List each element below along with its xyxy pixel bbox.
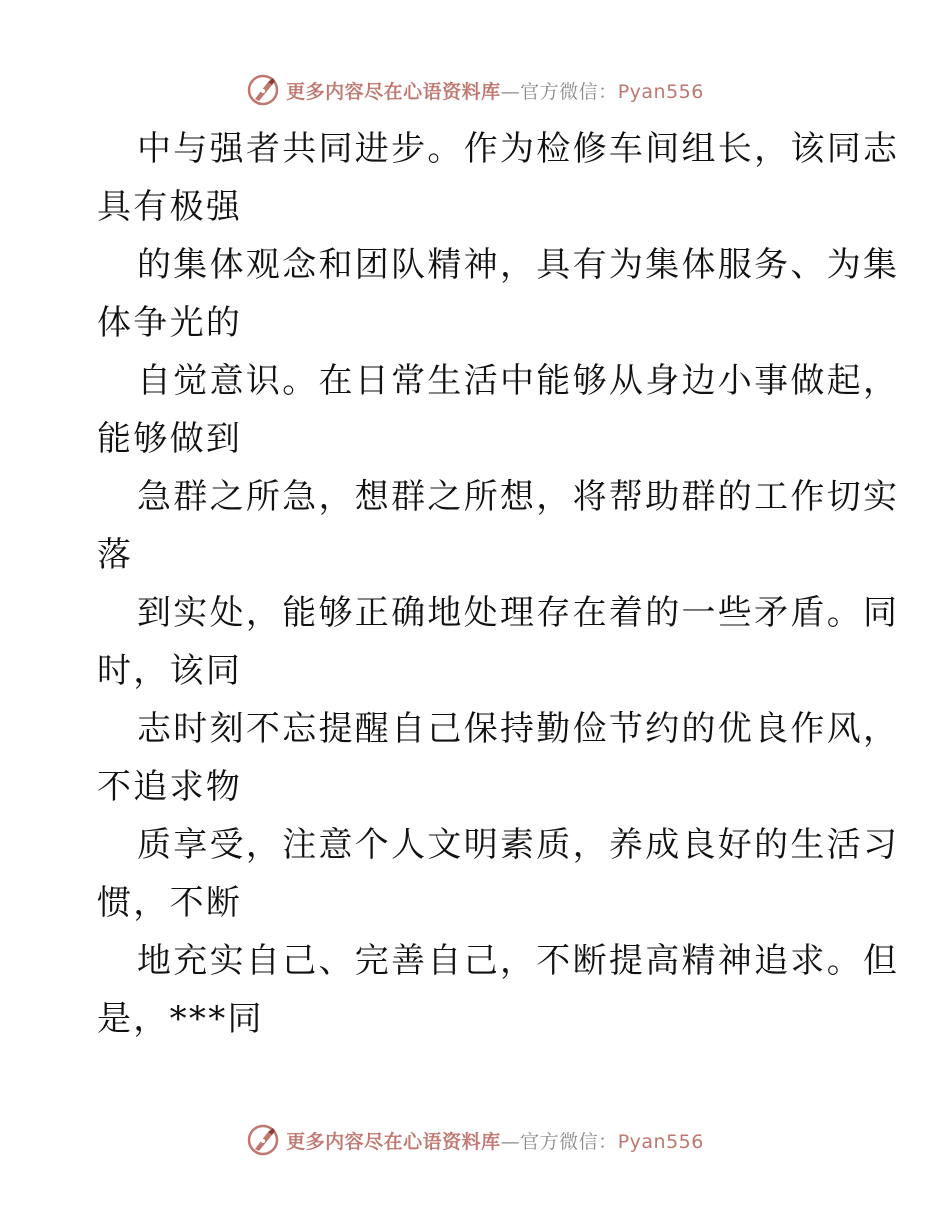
paragraph-5 [97, 584, 900, 700]
footer-wechat-id: Pyan556 [617, 1130, 704, 1153]
footer-text [286, 1127, 704, 1154]
paragraph-4-line-2: 落 [97, 535, 134, 575]
paragraph-2 [97, 236, 900, 352]
paragraph-7-line-1: 质享受，注意个人文明素质，养成良好的生活习 [137, 825, 900, 865]
paragraph-4-line-1: 急群之所急，想群之所想，将帮助群的工作切实 [137, 477, 900, 517]
header-banner [0, 70, 950, 110]
header-text [286, 77, 704, 104]
paragraph-7-line-2: 惯，不断 [97, 883, 243, 923]
pen-logo-icon [246, 73, 280, 107]
paragraph-8-line-1: 地充实自己、完善自己，不断提高精神追求。但 [137, 941, 900, 981]
paragraph-6 [97, 700, 900, 816]
footer-wechat-label: 官方微信： [520, 1130, 618, 1153]
paragraph-3-line-1: 自觉意识。在日常生活中能够从身边小事做起， [137, 361, 900, 401]
footer-separator: — [500, 1130, 521, 1153]
paragraph-3-line-2: 能够做到 [97, 419, 243, 459]
paragraph-1-line-2: 具有极强 [97, 187, 243, 227]
header-separator: — [500, 80, 521, 103]
paragraph-8 [97, 932, 900, 1048]
document-body [97, 120, 900, 1048]
pen-logo-icon [246, 1123, 280, 1157]
footer-prefix: 更多内容尽在心语资料库 [286, 1130, 501, 1153]
paragraph-5-line-2: 时，该同 [97, 651, 243, 691]
paragraph-1 [97, 120, 900, 236]
header-prefix: 更多内容尽在心语资料库 [286, 80, 501, 103]
paragraph-2-line-1: 的集体观念和团队精神，具有为集体服务、为集 [137, 245, 900, 285]
paragraph-1-line-1: 中与强者共同进步。作为检修车间组长，该同志 [137, 129, 900, 169]
paragraph-6-line-1: 志时刻不忘提醒自己保持勤俭节约的优良作风， [137, 709, 900, 749]
paragraph-8-line-2: 是，***同 [97, 999, 264, 1039]
paragraph-5-line-1: 到实处，能够正确地处理存在着的一些矛盾。同 [137, 593, 900, 633]
footer-banner [0, 1120, 950, 1160]
paragraph-3 [97, 352, 900, 468]
paragraph-6-line-2: 不追求物 [97, 767, 243, 807]
header-wechat-label: 官方微信： [520, 80, 618, 103]
paragraph-4 [97, 468, 900, 584]
header-wechat-id: Pyan556 [617, 80, 704, 103]
paragraph-7 [97, 816, 900, 932]
paragraph-2-line-2: 体争光的 [97, 303, 243, 343]
